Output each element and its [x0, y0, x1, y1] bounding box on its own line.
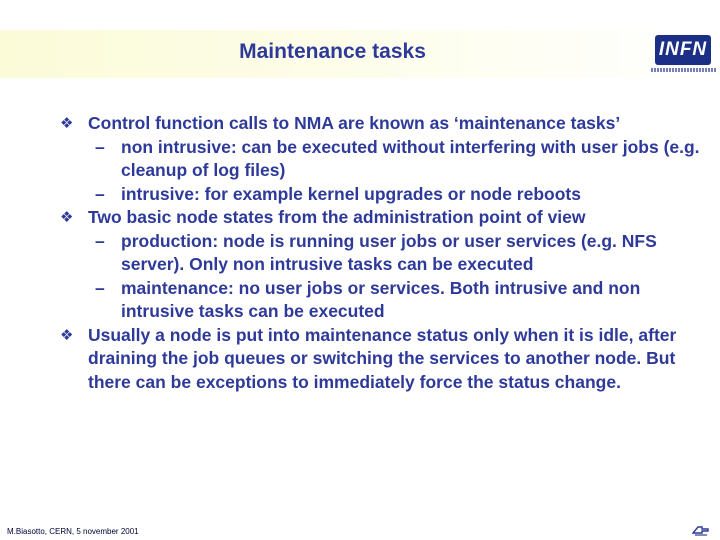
dash-marker: –	[95, 136, 105, 157]
bullet-text: Usually a node is put into maintenance status only when it is idle, after draining the job queues or switching the services to another node. But there can be exceptions to immediately force the status change.	[88, 324, 677, 392]
sub-bullet-1-2	[60, 183, 700, 207]
dash-marker: –	[95, 183, 105, 204]
infn-logo	[651, 34, 717, 76]
bullet-diamond-icon: ❖	[60, 209, 74, 226]
bullet-text: Control function calls to NMA are known as ‘maintenance tasks’	[88, 113, 621, 133]
bullet-text: Two basic node states from the administration point of view	[88, 207, 586, 227]
sub-bullet-text: intrusive: for example kernel upgrades or node reboots	[121, 183, 581, 204]
sub-bullet-2-1	[60, 230, 700, 277]
bullet-2	[60, 206, 700, 230]
logo-text: INFN	[655, 35, 711, 65]
sub-bullet-1-1	[60, 136, 700, 183]
sub-bullet-text: non intrusive: can be executed without interfering with user jobs (e.g. cleanup of log files)	[121, 136, 700, 180]
navigation-hand-icon[interactable]	[692, 524, 710, 536]
bullet-diamond-icon: ❖	[60, 115, 74, 132]
dash-marker: –	[95, 277, 105, 298]
sub-bullet-text: maintenance: no user jobs or services. Both intrusive and non intrusive tasks can be executed	[121, 277, 641, 321]
logo-caption-line	[651, 68, 717, 72]
slide-title: Maintenance tasks	[239, 40, 426, 63]
sub-bullet-text: production: node is running user jobs or user services (e.g. NFS server). Only non intrusive tasks can be executed	[121, 230, 657, 274]
bullet-3	[60, 324, 700, 395]
dash-marker: –	[95, 230, 105, 251]
footer-author: M.Biasotto, CERN, 5 november 2001	[7, 527, 139, 536]
bullet-1	[60, 112, 700, 136]
slide-content	[60, 112, 700, 394]
bullet-diamond-icon: ❖	[60, 326, 74, 344]
sub-bullet-2-2	[60, 277, 700, 324]
